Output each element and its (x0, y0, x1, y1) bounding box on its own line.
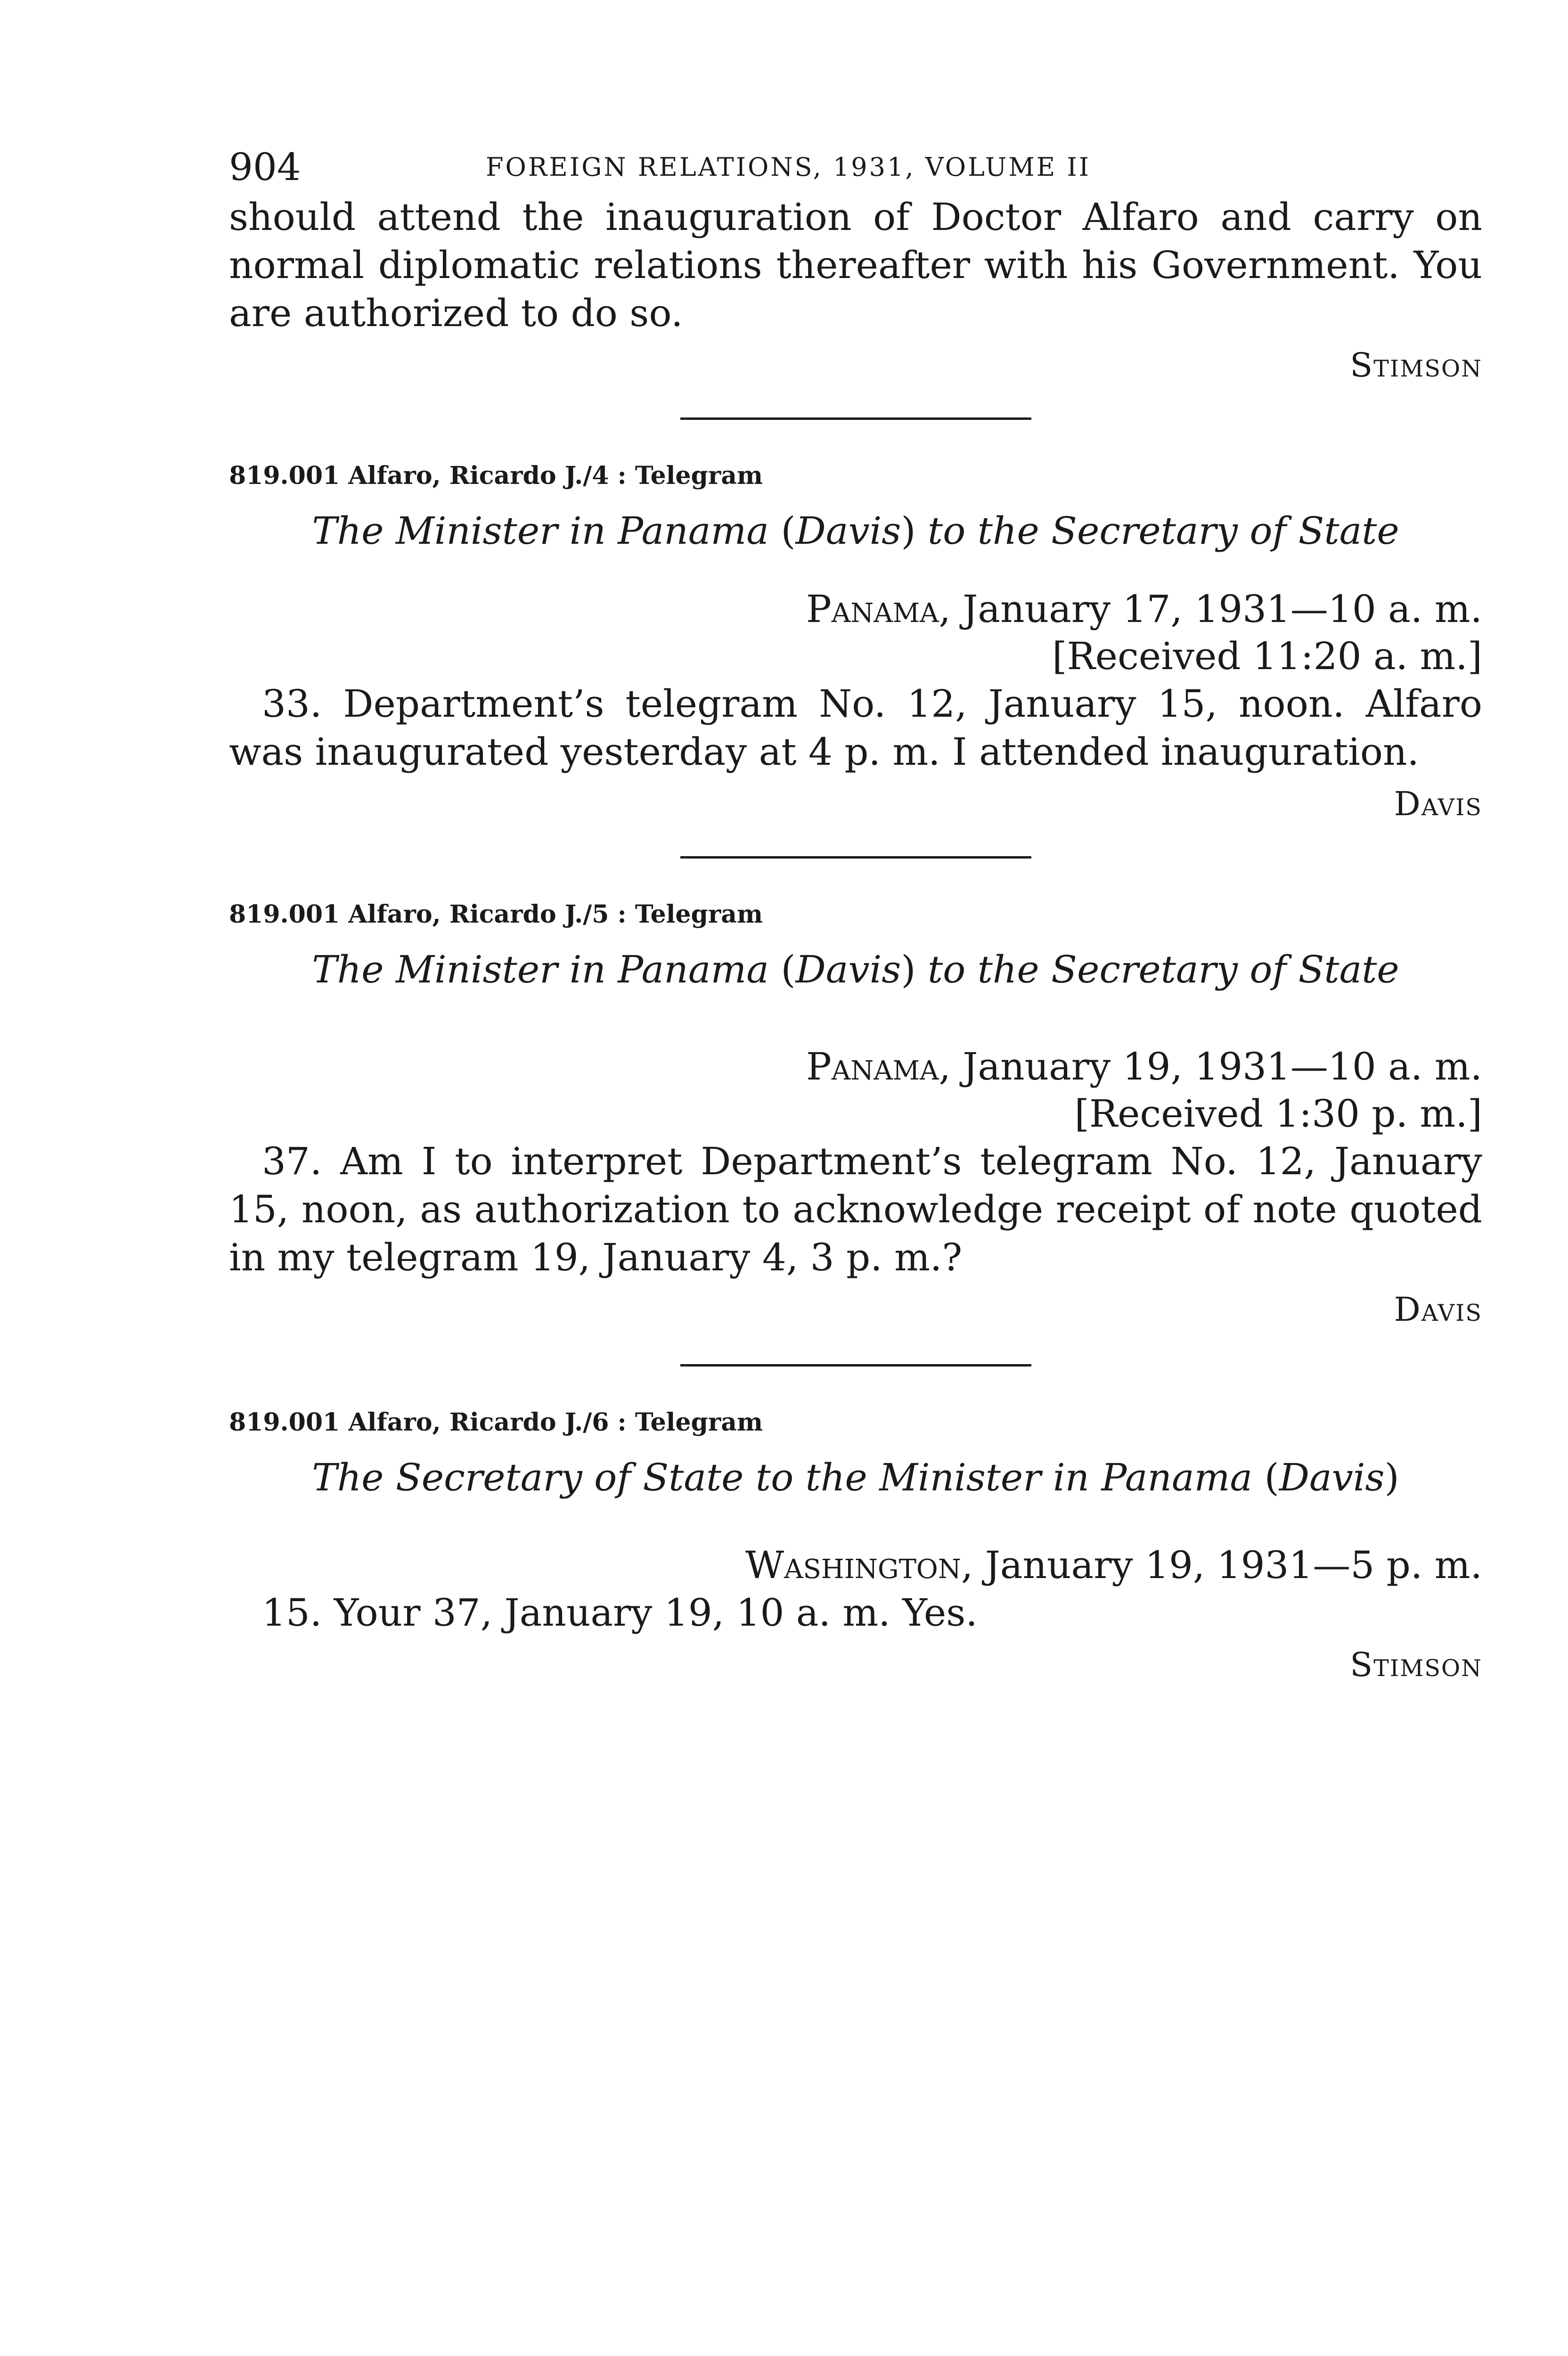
title-start: The Secretary of State to the Minister in Panama (312, 1456, 1253, 1499)
telegram-text: 33. Department’s telegram No. 12, January 15, noon. Alfaro was inaugurated yesterday at 4 p. m. I attended inauguration. (229, 682, 1482, 774)
telegram-text: 15. Your 37, January 19, 10 a. m. Yes. (262, 1591, 978, 1635)
signature: Davis (1394, 1290, 1482, 1329)
received-line: [Received 11:20 a. m.] (1052, 634, 1482, 678)
document-title: The Minister in Panama (Davis) to the Secretary of State (312, 948, 1399, 991)
place-name: Washington (745, 1543, 961, 1587)
file-reference: 819.001 Alfaro, Ricardo J./4 : Telegram (229, 461, 763, 490)
signature: Davis (1394, 785, 1482, 823)
dateline: , January 17, 1931—10 a. m. (939, 587, 1482, 631)
file-reference: 819.001 Alfaro, Ricardo J./6 : Telegram (229, 1408, 763, 1437)
place-name: Panama (806, 587, 939, 631)
section-divider (680, 1364, 1031, 1366)
place-date-line (229, 586, 1482, 633)
telegram-section-6 (229, 1408, 1482, 1684)
document-title: The Minister in Panama (Davis) to the Secretary of State (312, 509, 1399, 553)
place-name: Panama (806, 1045, 939, 1088)
telegram-text: 37. Am I to interpret Department’s telegram No. 12, January 15, noon, as authorization to acknowledge receipt of note quoted in my telegram 19, January 4, 3 p. m.? (229, 1139, 1482, 1279)
page-header (229, 141, 1482, 193)
signature: Stimson (1350, 1645, 1482, 1684)
title-start: The Minister in Panama (312, 948, 769, 991)
dateline: , January 19, 1931—10 a. m. (939, 1045, 1482, 1088)
title-name: Davis (795, 509, 901, 553)
title-start: The Minister in Panama (312, 509, 769, 553)
continuation-signature: Stimson (1350, 346, 1482, 384)
running-head: FOREIGN RELATIONS, 1931, VOLUME II (486, 152, 1091, 182)
title-name: Davis (1279, 1456, 1385, 1499)
document-title: The Secretary of State to the Minister in Panama (Davis) (312, 1456, 1399, 1499)
received-line: [Received 1:30 p. m.] (1074, 1092, 1482, 1136)
title-name: Davis (795, 948, 901, 991)
title-end: to the Secretary of State (927, 948, 1399, 991)
dateline: , January 19, 1931—5 p. m. (961, 1543, 1482, 1587)
telegram-section-4 (229, 461, 1482, 823)
title-end: to the Secretary of State (927, 509, 1399, 553)
place-date-line (229, 1542, 1482, 1589)
page-number: 904 (229, 145, 301, 189)
continuation-text: should attend the inauguration of Doctor Alfaro and carry on normal diplomatic relations thereafter with his Government. You are authorized to do so. (229, 195, 1482, 335)
place-date-line (229, 1043, 1482, 1090)
document-page (229, 141, 1482, 1684)
section-divider (680, 856, 1031, 859)
telegram-section-5 (229, 900, 1482, 1329)
file-reference: 819.001 Alfaro, Ricardo J./5 : Telegram (229, 900, 763, 929)
section-divider (680, 417, 1031, 420)
